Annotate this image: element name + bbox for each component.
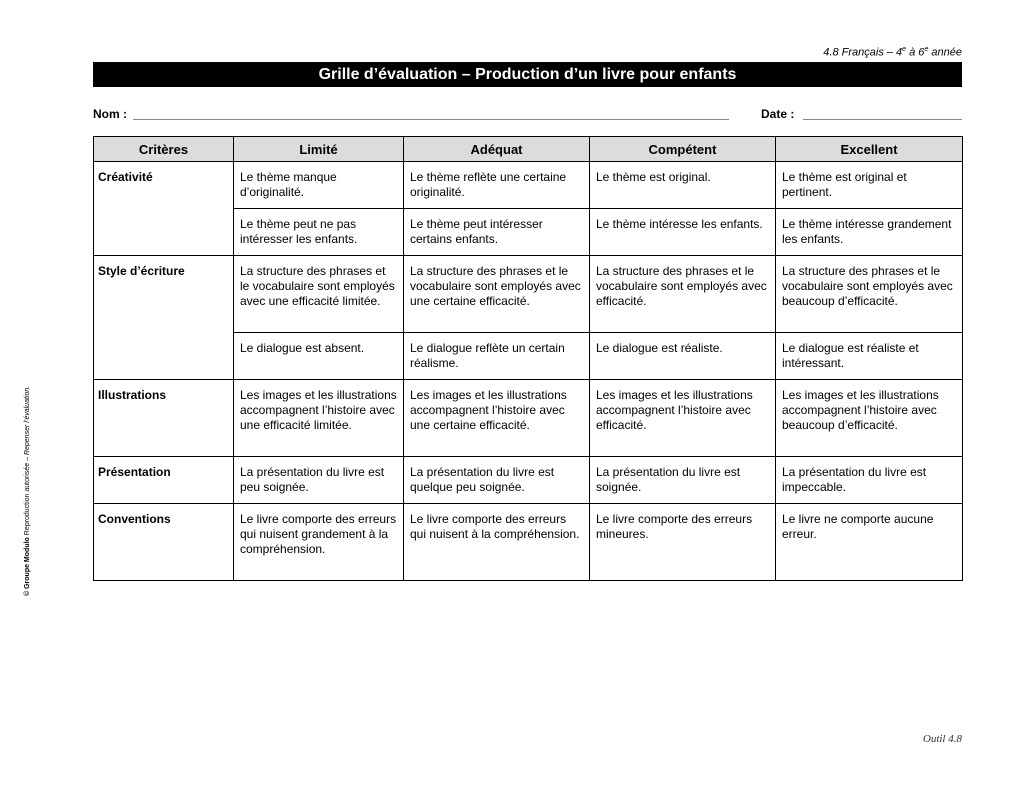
criterion-illustrations: Illustrations — [94, 380, 234, 457]
copyright-notice: © Groupe Modulo Reproduction autorisée – Repenser l’évaluation. — [24, 385, 31, 596]
grid-cell: Les images et les illustrations accompagnent l’histoire avec beaucoup d’efficacité. — [776, 380, 963, 457]
evaluation-grid — [93, 136, 963, 581]
table-row — [94, 504, 963, 581]
criterion-conventions: Conventions — [94, 504, 234, 581]
grid-cell: Le thème peut intéresser certains enfants. — [404, 209, 590, 256]
grid-cell: La structure des phrases et le vocabulaire sont employés avec une certaine efficacité. — [404, 256, 590, 333]
grid-cell: La structure des phrases et le vocabulaire sont employés avec beaucoup d’efficacité. — [776, 256, 963, 333]
grid-header-row — [94, 137, 963, 162]
grid-cell: Le livre ne comporte aucune erreur. — [776, 504, 963, 581]
grid-cell: Le livre comporte des erreurs qui nuisent grandement à la compréhension. — [234, 504, 404, 581]
grid-cell: La présentation du livre est quelque peu soignée. — [404, 457, 590, 504]
table-row — [94, 256, 963, 333]
grid-cell: Les images et les illustrations accompagnent l’histoire avec efficacité. — [590, 380, 776, 457]
criterion-spacer — [94, 209, 234, 256]
grid-cell: La présentation du livre est soignée. — [590, 457, 776, 504]
header-excellent: Excellent — [776, 137, 963, 162]
grid-cell: Le dialogue reflète un certain réalisme. — [404, 333, 590, 380]
header-competent: Compétent — [590, 137, 776, 162]
grid-cell: La présentation du livre est peu soignée. — [234, 457, 404, 504]
grid-cell: La présentation du livre est impeccable. — [776, 457, 963, 504]
table-row — [94, 380, 963, 457]
grid-cell: Le thème manque d’originalité. — [234, 162, 404, 209]
grid-cell: Le thème intéresse grandement les enfants. — [776, 209, 963, 256]
header-adequat: Adéquat — [404, 137, 590, 162]
grid-cell: Le thème est original et pertinent. — [776, 162, 963, 209]
criterion-style-ecriture: Style d’écriture — [94, 256, 234, 333]
grid-cell: Le thème reflète une certaine originalité. — [404, 162, 590, 209]
criterion-creativite: Créativité — [94, 162, 234, 209]
grid-cell: La structure des phrases et le vocabulaire sont employés avec efficacité. — [590, 256, 776, 333]
page-title: Grille d’évaluation – Production d’un livre pour enfants — [93, 62, 962, 87]
date-label: Date : — [761, 107, 795, 121]
grid-cell: La structure des phrases et le vocabulaire sont employés avec une efficacité limitée. — [234, 256, 404, 333]
grid-cell: Le thème intéresse les enfants. — [590, 209, 776, 256]
grid-cell: Les images et les illustrations accompagnent l’histoire avec une certaine efficacité. — [404, 380, 590, 457]
nom-field[interactable] — [133, 107, 729, 120]
grid-cell: Le thème est original. — [590, 162, 776, 209]
grid-cell: Le thème peut ne pas intéresser les enfants. — [234, 209, 404, 256]
grid-cell: Le livre comporte des erreurs qui nuisent à la compréhension. — [404, 504, 590, 581]
table-row — [94, 162, 963, 209]
grid-cell: Le dialogue est réaliste. — [590, 333, 776, 380]
grid-cell: Le dialogue est absent. — [234, 333, 404, 380]
grid-cell: Le livre comporte des erreurs mineures. — [590, 504, 776, 581]
tool-number: Outil 4.8 — [922, 733, 962, 745]
table-row — [94, 457, 963, 504]
criterion-spacer — [94, 333, 234, 380]
date-field[interactable] — [803, 107, 962, 120]
grid-cell: Les images et les illustrations accompagnent l’histoire avec une efficacité limitée. — [234, 380, 404, 457]
document-reference: 4.8 Français – 4e à 6e année — [823, 46, 962, 59]
table-row — [94, 333, 963, 380]
header-criteres: Critères — [94, 137, 234, 162]
criterion-presentation: Présentation — [94, 457, 234, 504]
identification-fields — [93, 107, 962, 123]
grid-cell: Le dialogue est réaliste et intéressant. — [776, 333, 963, 380]
table-row — [94, 209, 963, 256]
header-limite: Limité — [234, 137, 404, 162]
nom-label: Nom : — [93, 107, 127, 121]
